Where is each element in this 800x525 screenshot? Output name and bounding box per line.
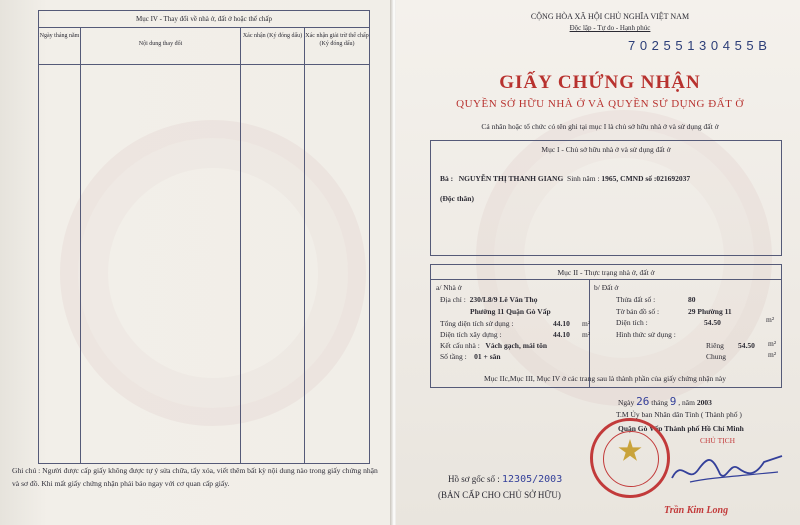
signer-role: CHỦ TỊCH: [700, 436, 736, 445]
owner-title: Bà :: [440, 174, 454, 183]
intro-text: Cá nhân hoặc tổ chức có tên ghi tại mục I là chủ sở hữu nhà ở và sử dụng đất ở: [481, 122, 719, 131]
plot-label: Thửa đất số :: [616, 295, 656, 304]
private-label: Riêng: [706, 341, 724, 350]
address-line2: Phường 11 Quận Gò Vấp: [470, 307, 551, 316]
table-column-empty: [81, 65, 241, 464]
original-number: 12305/2003: [502, 474, 563, 485]
owner-name: NGUYỄN THỊ THANH GIANG: [458, 174, 564, 183]
address-label: Địa chỉ :: [440, 295, 466, 304]
floor-area-row: [440, 319, 513, 328]
table-column-empty: [305, 65, 369, 464]
private-unit: m²: [768, 339, 777, 348]
plot-value: 80: [688, 295, 696, 304]
section-property-caption: Mục II - Thực trạng nhà ở, đất ở: [557, 268, 655, 277]
owner-line: [440, 174, 690, 183]
floor-area-label: Tổng diện tích sử dụng :: [440, 319, 514, 328]
shared-unit: m²: [768, 350, 777, 359]
year-label: , năm: [678, 398, 695, 407]
original-label: Hồ sơ gốc số :: [448, 474, 500, 484]
changes-table: [38, 10, 370, 464]
structure-value: Vách gạch, mái tôn: [485, 341, 548, 350]
owner-copy-label: (BẢN CẤP CHO CHỦ SỞ HỮU): [438, 490, 561, 500]
birth-label: Sinh năm :: [567, 174, 600, 183]
column-header-confirm: Xác nhận (Ký đóng dấu): [241, 28, 305, 64]
private-value: 54.50: [738, 341, 755, 350]
id-label: CMND số :: [620, 174, 657, 183]
original-file: [448, 474, 562, 485]
signer-name: Trần Kim Long: [664, 505, 729, 516]
column-header-content: Nội dung thay đổi: [81, 28, 241, 64]
land-heading: b/ Đất ở: [594, 283, 619, 292]
house-heading: a/ Nhà ở: [436, 283, 462, 292]
authority-line1: T.M Ủy ban Nhân dân Tỉnh ( Thành phố ): [616, 410, 742, 419]
table-column-empty: [39, 65, 81, 464]
document-subtitle: QUYỀN SỞ HỮU NHÀ Ở VÀ QUYỀN SỬ DỤNG ĐẤT Ở: [456, 98, 744, 110]
land-area-value: 54.50: [704, 318, 721, 327]
map-value: 29 Phường 11: [688, 307, 732, 316]
floor-area-unit: m²: [582, 319, 591, 328]
nation-header: CỘNG HÒA XÃ HỘI CHỦ NGHĨA VIỆT NAM: [530, 12, 690, 21]
authority-line2: Quận Gò Vấp Thành phố Hồ Chí Minh: [618, 424, 744, 433]
address-row: [440, 295, 537, 304]
official-stamp: [590, 418, 670, 498]
column-header-release: Xác nhận giải trừ thế chấp (Ký đóng dấu): [305, 33, 369, 47]
shared-label: Chung: [706, 352, 727, 361]
table-header: [39, 28, 369, 65]
id-number: 021692037: [656, 174, 691, 183]
floors-value: 01 + sân: [474, 352, 501, 361]
floors-row: [440, 352, 501, 361]
built-area-value: 44.10: [553, 330, 570, 339]
structure-row: [440, 341, 547, 350]
motto: Độc lập - Tự do - Hạnh phúc: [569, 24, 651, 32]
built-area-unit: m²: [582, 330, 591, 339]
map-label: Tờ bản đồ số :: [616, 307, 660, 316]
marital-status: (Độc thân): [440, 194, 474, 203]
signature-image: [668, 448, 788, 492]
column-header-date: Ngày tháng năm: [39, 28, 81, 64]
serial-number: 7 0 2 5 5 1 3 0 4 5 5 B: [628, 38, 768, 53]
stamp-inner-ring: [603, 431, 659, 487]
issue-date: [618, 395, 712, 408]
floors-label: Số tầng :: [440, 352, 467, 361]
floor-area-value: 44.10: [553, 319, 570, 328]
land-area-label: Diện tích :: [616, 318, 648, 327]
section-owner: [430, 140, 782, 256]
day-value: 26: [636, 395, 650, 408]
usage-label: Hình thức sử dụng :: [616, 330, 676, 339]
day-label: Ngày: [618, 398, 635, 407]
section-owner-caption: Mục I - Chủ sở hữu nhà ở và sử dụng đất ở: [541, 145, 671, 154]
document-title: GIẤY CHỨNG NHẬN: [499, 72, 701, 93]
address-line1: 230/L8/9 Lê Văn Thọ: [469, 295, 538, 304]
table-column-empty: [241, 65, 305, 464]
footer-note: Mục IIc,Mục III, Mục IV ở các trang sau là thành phần của giấy chứng nhận này: [484, 374, 726, 383]
month-value: 9: [669, 395, 677, 408]
built-area-label: Diện tích xây dựng :: [440, 330, 502, 339]
land-area-unit: m²: [766, 315, 775, 324]
left-page: [0, 0, 392, 525]
month-label: tháng: [651, 398, 668, 407]
table-body: [39, 65, 369, 464]
year-value: 2003: [696, 398, 712, 407]
structure-label: Kết cấu nhà :: [440, 341, 480, 350]
note-text: Ghi chú : Người được cấp giấy không được tự ý sửa chữa, tẩy xóa, viết thêm bất kỳ nội dung nào trong giấy chứng nhận và sơ đồ. Khi mất giấy chứng nhận phải báo ngay với cơ quan cấp giấy.: [12, 466, 378, 488]
table-caption: Mục IV - Thay đổi về nhà ở, đất ở hoặc thế chấp: [39, 11, 369, 28]
birth-year: 1965,: [601, 174, 619, 183]
